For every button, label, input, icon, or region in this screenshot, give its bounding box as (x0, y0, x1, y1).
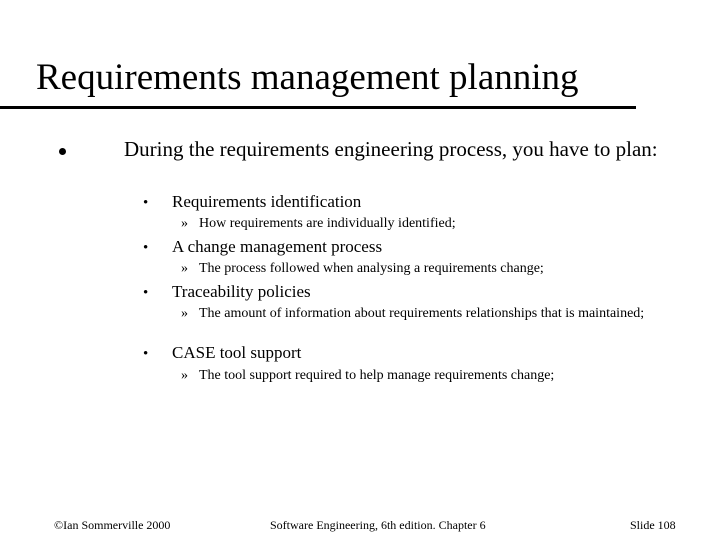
sub-bullet-icon: • (143, 195, 149, 211)
sub-bullet-icon: • (143, 285, 149, 301)
item-label: Traceability policies (172, 282, 311, 301)
item-detail: The amount of information about requirements relationships that is maintained; (199, 306, 645, 321)
item-detail: How requirements are individually identified; (199, 216, 456, 231)
item-label: A change management process (172, 237, 383, 256)
item-label: Requirements identification (172, 192, 362, 211)
detail-marker-icon: » (181, 261, 188, 276)
footer-copyright: ©Ian Sommerville 2000 (54, 518, 171, 532)
detail-marker-icon: » (181, 216, 188, 231)
title-underline (0, 106, 636, 109)
footer-slide-number: Slide 108 (630, 518, 676, 532)
detail-marker-icon: » (181, 306, 188, 321)
item-label: CASE tool support (172, 343, 302, 362)
sub-bullet-icon: • (143, 346, 149, 362)
item-detail: The tool support required to help manage requirements change; (199, 368, 555, 383)
sub-bullet-icon: • (143, 240, 149, 256)
item-detail: The process followed when analysing a requirements change; (199, 261, 544, 276)
main-point: During the requirements engineering process, you have to plan: (124, 137, 658, 161)
main-bullet-icon (59, 148, 66, 155)
slide-title: Requirements management planning (36, 57, 579, 98)
footer-book: Software Engineering, 6th edition. Chapter 6 (270, 518, 486, 532)
detail-marker-icon: » (181, 368, 188, 383)
